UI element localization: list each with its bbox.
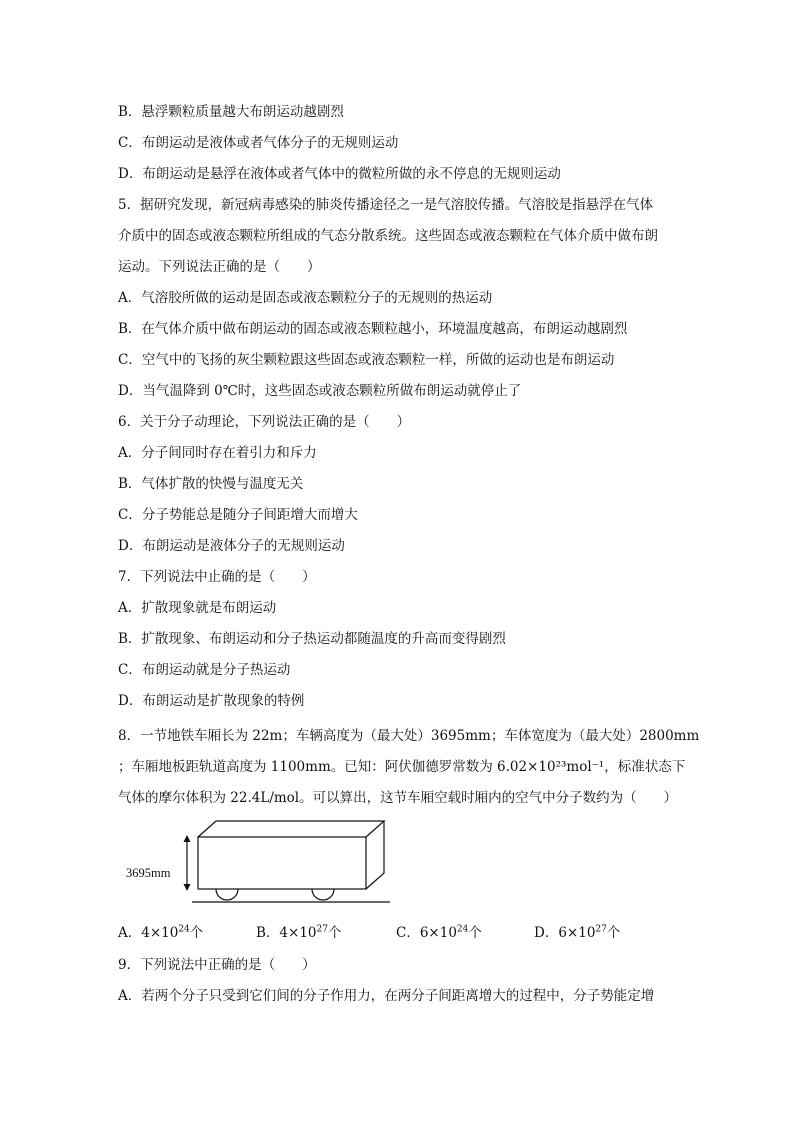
option-line: D．布朗运动是液体分子的无规则运动: [118, 538, 345, 554]
question-8: 8．一节地铁车厢长为 22m；车辆高度为（最大处）3695mm；车体宽度为（最大处）2800mm: [118, 728, 700, 744]
option-d: D．$6\times 10^{27}$个: [534, 924, 621, 941]
option-line: D．布朗运动是扩散现象的特例: [118, 693, 305, 709]
option-line: B．气体扩散的快慢与温度无关: [118, 476, 304, 492]
option-a: A．$4\times 10^{24}$个: [118, 924, 204, 941]
option-line: B．扩散现象、布朗运动和分子热运动都随温度的升高而变得剧烈: [118, 631, 506, 647]
text-line: D．布朗运动是悬浮在液体或者气体中的微粒所做的永不停息的无规则运动: [118, 166, 561, 182]
option-line: A．若两个分子只受到它们间的分子作用力，在两分子间距离增大的过程中，分子势能定增: [118, 988, 655, 1004]
question-5: 5．据研究发现，新冠病毒感染的肺炎传播途径之一是气溶胶传播。气溶胶是指悬浮在气体: [118, 197, 654, 213]
option-line: C．分子势能总是随分子间距增大而增大: [118, 507, 358, 523]
option-c: C．$6\times 10^{24}$个: [396, 924, 482, 941]
option-line: A．扩散现象就是布朗运动: [118, 600, 277, 616]
option-line: D．当气温降到 0℃时，这些固态或液态颗粒所做布朗运动就停止了: [118, 383, 522, 399]
option-line: A．气溶胶所做的运动是固态或液态颗粒分子的无规则的热运动: [118, 290, 493, 306]
text-line: 运动。下列说法正确的是（ ）: [118, 259, 321, 275]
text-line: C．布朗运动是液体或者气体分子的无规则运动: [118, 135, 399, 151]
option-line: B．在气体介质中做布朗运动的固态或液态颗粒越小，环境温度越高，布朗运动越剧烈: [118, 321, 628, 337]
text-line: ；车厢地板距轨道高度为 1100mm。已知：阿伏伽德罗常数为 6.02×10²³mol⁻¹，标准状态下: [118, 759, 686, 775]
option-line: A．分子间同时存在着引力和斥力: [118, 445, 317, 461]
question-6: 6．关于分子动理论，下列说法正确的是（ ）: [118, 414, 411, 430]
subway-car-figure: [118, 815, 398, 910]
text-line: 介质中的固态或液态颗粒所组成的气态分散系统。这些固态或液态颗粒在气体介质中做布朗: [118, 228, 658, 244]
option-line: C．空气中的飞扬的灰尘颗粒跟这些固态或液态颗粒一样，所做的运动也是布朗运动: [118, 352, 615, 368]
height-label: 3695mm: [126, 866, 171, 880]
option-b: B．$4\times 10^{27}$个: [256, 924, 342, 941]
question-9: 9．下列说法中正确的是（ ）: [118, 957, 316, 973]
option-line: C．布朗运动就是分子热运动: [118, 662, 291, 678]
question-7: 7．下列说法中止确的是（ ）: [118, 569, 316, 585]
text-line: B．悬浮颗粒质量越大布朗运动越剧烈: [118, 104, 344, 120]
text-line: 气体的摩尔体积为 22.4L/mol。可以算出，这节车厢空载时厢内的空气中分子数约为（ ）: [118, 790, 678, 806]
